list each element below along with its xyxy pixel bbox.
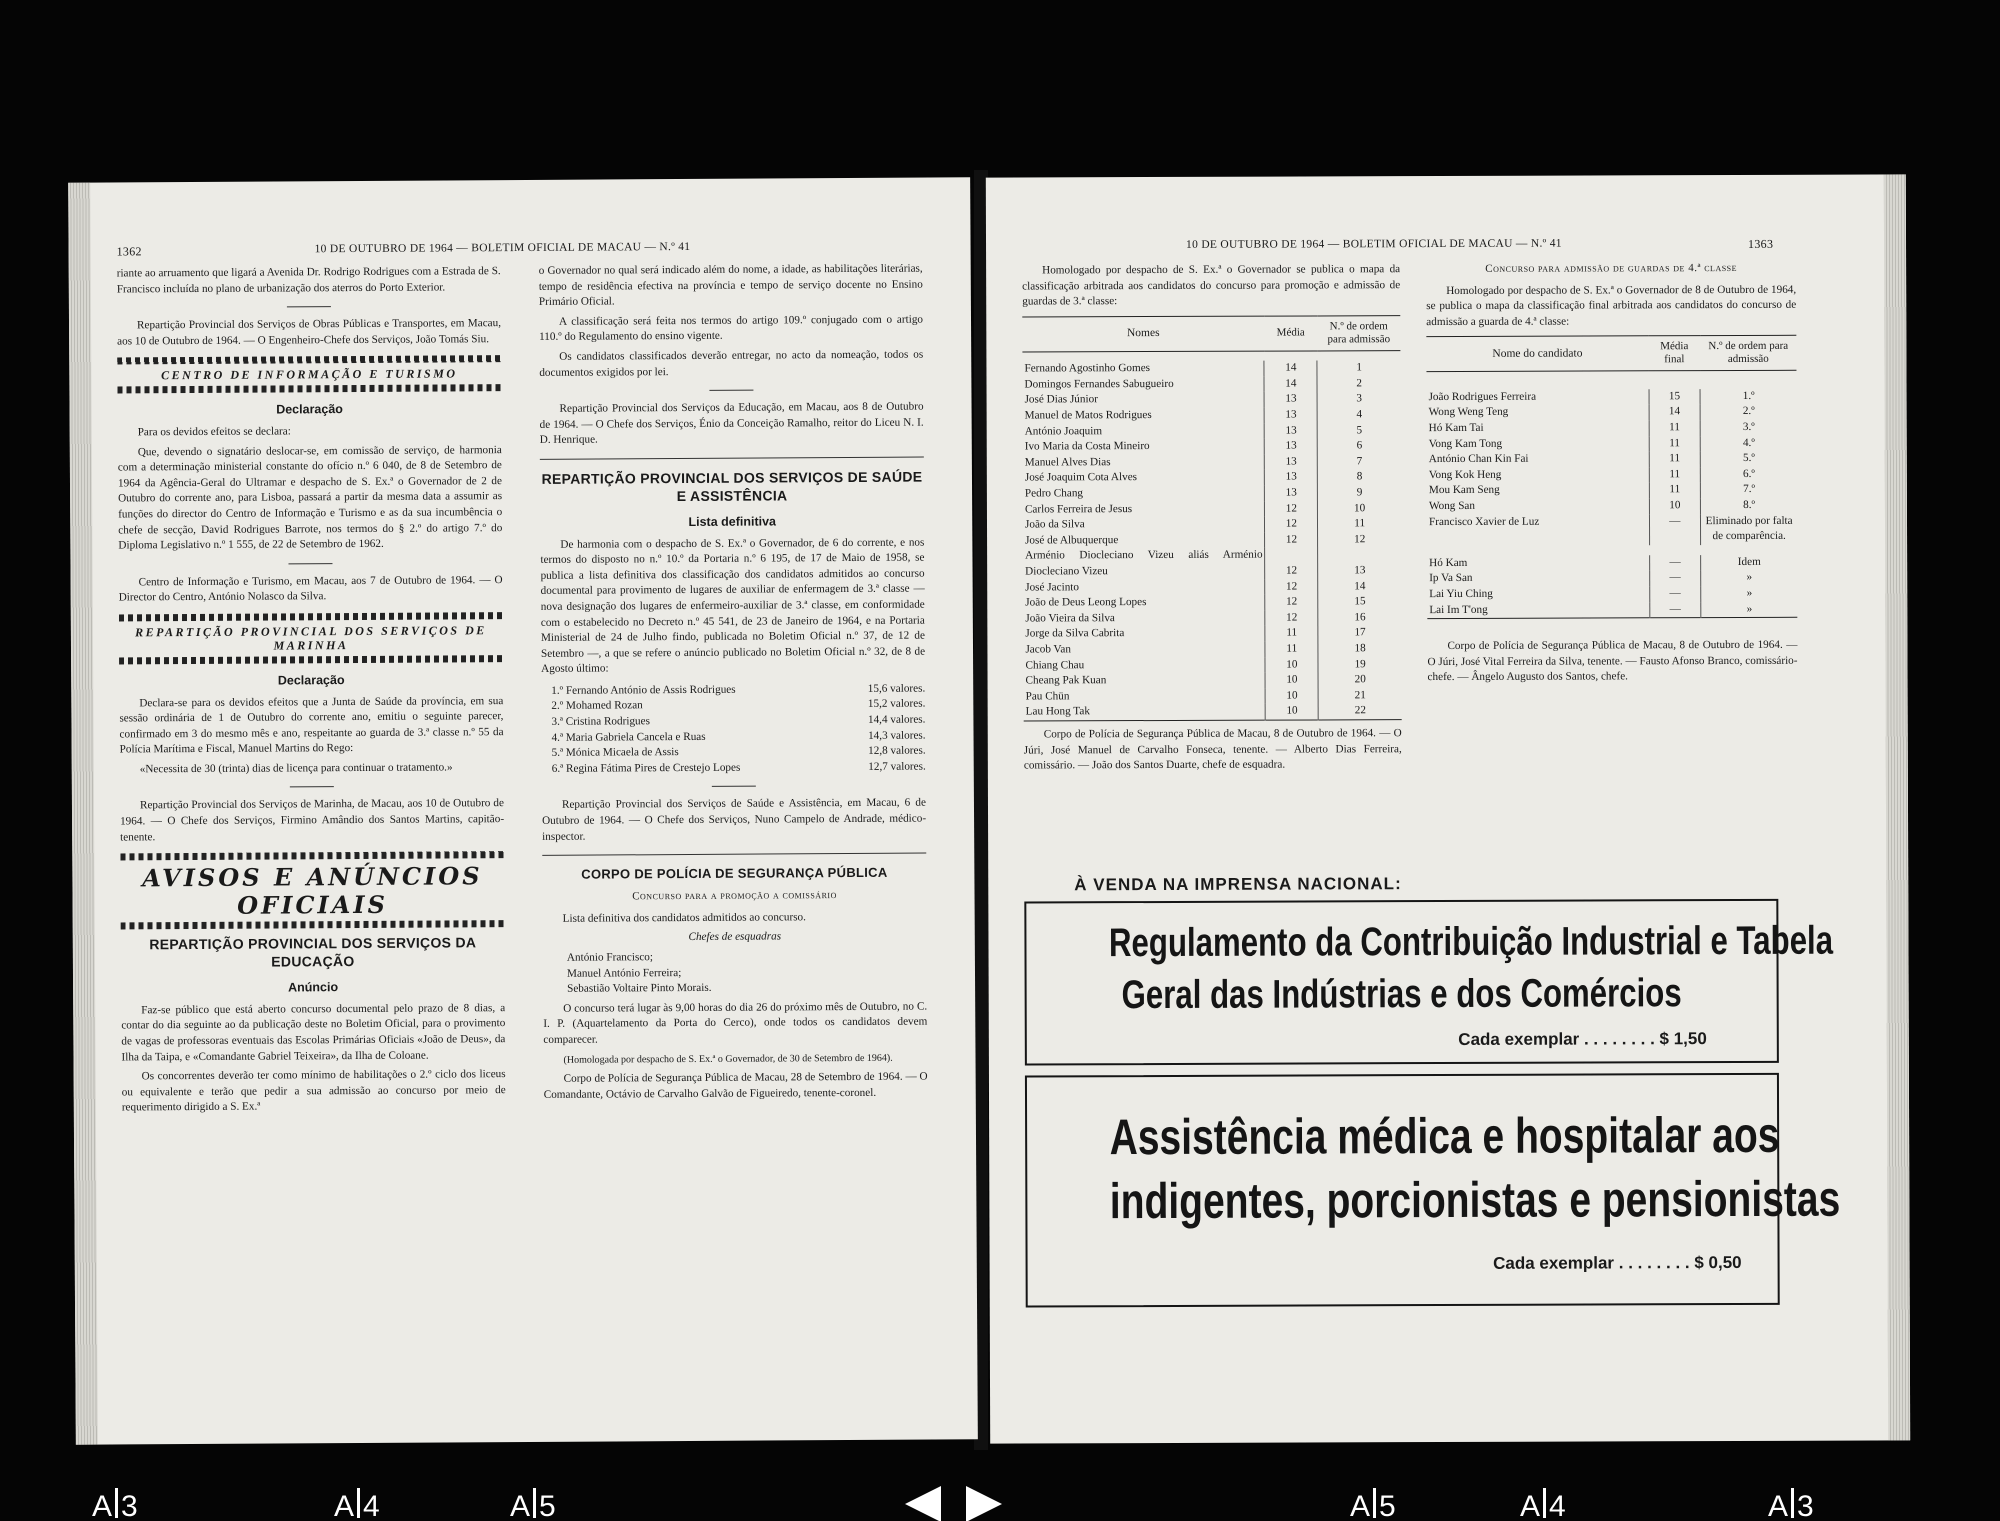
subheading: Anúncio — [288, 980, 339, 995]
column-header: Média final — [1648, 336, 1700, 371]
table-row: Lai Im T'ong — » — [1427, 601, 1797, 618]
list-item: Sebastião Voltaire Pinto Morais. — [567, 982, 712, 995]
table-header — [1022, 315, 1400, 351]
table-row: Wong San 10 8.º — [1427, 498, 1797, 515]
paragraph: Os candidatos classificados deverão entregar, no acto da nomeação, todos os documentos exigidos por lei. — [539, 348, 924, 379]
table-row: Carlos Ferreira de Jesus 12 10 — [1023, 501, 1401, 518]
paragraph: (Homologada por despacho de S. Ex.ª o Governador, de 30 de Setembro de 1964). — [563, 1052, 893, 1066]
table-row: José Jacinto 12 14 — [1023, 579, 1401, 596]
sales-banner: À VENDA NA IMPRENSA NACIONAL: — [1074, 874, 1402, 895]
table-row: Arménio Diocleciano Vizeu aliás Arménio Diocleciano Vizeu 12 13 — [1023, 548, 1401, 581]
table-row: João Rodrigues Ferreira 15 1.º — [1427, 389, 1797, 406]
list-item: 2.º Mohamed Rozan 15,2 valores. — [551, 698, 926, 713]
paragraph: Que, devendo o signatário deslocar-se, em comissão de serviço, de harmonia com a determinação ministerial constante do ofício n.º 6 040, de 8 de Setembro de 1964 da Agência-Geral do Ultramar e despacho de S. Ex.ª o Governador de 2 de Outubro do corrente ano, para Lisboa, passará a partir da mesma data a assumir as funções do director do Centro de Informação e Turismo e as da sua incumbência o chefe de secção, David Rodrigues Barrote, nos termos do § 2.º do artigo 7.º do Diploma Legislativo n.º 1 555, de 22 de Setembro de 1962. — [117, 443, 503, 552]
divider — [542, 853, 926, 856]
paragraph: A classificação será feita nos termos do artigo 109.º conjugado com o artigo 110.º do Regulamento do ensino vigente. — [539, 313, 924, 344]
subheading: Declaração — [277, 672, 345, 688]
table-row: Wong Weng Teng 14 2.º — [1427, 404, 1797, 421]
column-header: Nome do candidato — [1426, 336, 1648, 372]
right-page-edge — [1884, 174, 1910, 1440]
table-row: José Joaquim Cota Alves 13 8 — [1023, 470, 1401, 487]
table-row: Vong Kok Heng 11 6.º — [1427, 467, 1797, 484]
signature-paragraph: Corpo de Polícia de Segurança Pública de Macau, 8 de Outubro de 1964. — O Júri, José Manuel de Carvalho Fonseca, tenente. — Alberto Dias Ferreira, comissário. — João dos Santos Duarte, chefe de esquadra. — [1023, 727, 1402, 772]
paragraph: Faz-se público que está aberto concurso documental pelo prazo de 8 dias, a contar do dia seguinte ao da publicação deste no Boletim Oficial, para o provimento de vagas de professoras eventuais das Escolas Primárias Oficiais «João de Deus», da Ilha da Taipa, e «Comandante Gabriel Teixeira», da Ilha de Coloane. — [121, 1001, 506, 1064]
table-row: Ip Va San — » — [1427, 570, 1797, 587]
column-header: Nomes — [1022, 316, 1264, 352]
ad-title-line: indigentes, porcionistas e pensionistas — [1109, 1170, 1841, 1230]
section-title-educacao: REPARTIÇÃO PROVINCIAL DOS SERVIÇOS DA EDUCAÇÃO — [149, 934, 477, 970]
paragraph: Declara-se para os devidos efeitos que a Junta de Saúde da província, em sua sessão ordinária de 1 de Outubro do corrente ano, emitiu o seguinte parecer, confirmado em 3 do mesmo mês e ano, respeitante ao guarda de 3.ª classe n.º 55 da Polícia Marítima e Fiscal, Manuel Martins do Rego: — [119, 694, 504, 756]
left-column-1 — [117, 264, 506, 1120]
section-title-marinha: REPARTIÇÃO PROVINCIAL DOS SERVIÇOS DE MARINHA — [134, 623, 487, 653]
table-row: António Chan Kin Fai 11 5.º — [1427, 451, 1797, 468]
ornament-bar — [120, 851, 504, 860]
paragraph: De harmonia com o despacho de S. Ex.ª o Governador, de 6 do corrente, e nos termos do disposto no n.º 10.º da Portaria n.º 6 195, de 17 de Maio de 1958, se publica a lista definitiva dos classificação dos candidatos admitidos ao concurso documental para provimento de lugares de auxiliar de enfermagem de 3.ª classe — nova designação dos lugares de enfermeiro-auxiliar de 3.ª classe, em conformidade com o estabelecido no Decreto n.º 45 541, de 23 de Janeiro de 1964, e na Portaria Ministerial de 24 de Julho findo, publicada no Boletim Oficial n.º 37, de 12 de Setembro —, a que se refere o anúncio publicado no Boletim Oficial n.º 32, de 8 de Agosto último: — [540, 536, 926, 676]
column-header: N.º de ordem para admissão — [1317, 315, 1400, 350]
right-running-head — [986, 236, 1906, 251]
divider — [288, 563, 332, 564]
film-mark: A 3 — [1768, 1490, 1814, 1521]
right-arrow-icon — [966, 1486, 1002, 1521]
signature-paragraph: Corpo de Polícia de Segurança Pública de Macau, 8 de Outubro de 1964. — O Júri, José Vital Ferreira da Silva, tenente. — Fausto Afonso Branco, comissário-chefe. — Ângelo Augusto dos Santos, chefe. — [1427, 638, 1798, 684]
section-title-policia: CORPO DE POLÍCIA DE SEGURANÇA PÚBLICA — [581, 864, 888, 882]
section-title-saude: REPARTIÇÃO PROVINCIAL DOS SERVIÇOS DE SAÚDE E ASSISTÊNCIA — [541, 468, 923, 504]
right-column-2 — [1426, 261, 1797, 690]
table-row: Mou Kam Seng 11 7.º — [1427, 482, 1797, 499]
ornament-bar — [119, 612, 503, 621]
ad-price: Cada exemplar . . . . . . . . $ 0,50 — [1493, 1252, 1742, 1273]
column-header: Média — [1264, 316, 1317, 351]
table-row: Francisco Xavier de Luz — Eliminado por falta de comparência. — [1427, 513, 1797, 545]
list-item: 4.ª Maria Gabriela Cancela e Ruas 14,3 valores. — [551, 729, 926, 744]
paragraph: o Governador no qual será indicado além do nome, a idade, as habilitações literárias, tempo de residência efectiva na província e tempo de serviço docente no Ensino Primário Oficial. — [538, 262, 923, 309]
signature-paragraph: Repartição Provincial dos Serviços da Educação, em Macau, aos 8 de Outubro de 1964. — O Chefe dos Serviços, Énio da Conceição Ramalho, reitor do Liceu N. I. D. Henrique. — [539, 400, 924, 447]
right-running-title: 10 DE OUTUBRO DE 1964 — BOLETIM OFICIAL DE MACAU — N.º 41 — [1186, 237, 1562, 251]
paragraph: riante ao arruamento que ligará a Avenida Dr. Rodrigo Rodrigues com a Estrada de S. Francisco incluída no plano de urbanização dos aterros do Porto Exterior. — [116, 265, 501, 296]
right-page — [986, 174, 1910, 1443]
table-header — [1426, 336, 1796, 372]
divider — [540, 456, 924, 459]
classification-table-4a — [1426, 335, 1797, 619]
signature-paragraph: Centro de Informação e Turismo, em Macau, aos 7 de Outubro de 1964. — O Director do Centro, António Nolasco da Silva. — [118, 573, 503, 604]
right-page-number: 1363 — [1748, 236, 1774, 251]
ornament-bar — [117, 384, 501, 393]
subheading: Concurso para admissão de guardas de 4.ª classe — [1485, 261, 1738, 275]
subheading: Chefes de esquadras — [688, 930, 782, 944]
right-column-1 — [1022, 262, 1402, 778]
film-mark: A 5 — [1350, 1490, 1396, 1521]
signature-paragraph: Repartição Provincial dos Serviços de Saúde e Assistência, em Macau, 6 de Outubro de 1964. — O Chefe dos Serviços, Nuno Campelo de Andrade, médico-inspector. — [542, 796, 927, 843]
list-item: 6.ª Regina Fátima Pires de Crestejo Lopes 12,7 valores. — [551, 760, 926, 775]
divider — [712, 786, 756, 787]
table-row: Manuel Alves Dias 13 7 — [1023, 454, 1401, 471]
subheading: Declaração — [276, 402, 343, 417]
section-title-avisos: AVISOS E ANÚNCIOS OFICIAIS — [142, 861, 483, 920]
ranking-list — [541, 681, 926, 777]
subheading: Lista definitiva — [688, 514, 777, 529]
ornament-bar — [121, 920, 505, 929]
table-row: Hó Kam Tai 11 3.º — [1427, 420, 1797, 437]
table-row: Fernando Agostinho Gomes 14 1 — [1022, 360, 1400, 377]
divider — [709, 390, 753, 391]
table-row: Jorge da Silva Cabrita 11 17 — [1023, 626, 1401, 643]
left-running-head — [69, 239, 971, 259]
ad-title-line: Assistência médica e hospitalar aos — [1109, 1106, 1780, 1166]
table-row: Jacob Van 11 18 — [1023, 641, 1401, 658]
section-title-cit: CENTRO DE INFORMAÇÃO E TURISMO — [161, 366, 458, 383]
table-row: João da Silva 12 11 — [1023, 516, 1401, 533]
table-row: João de Deus Leong Lopes 12 15 — [1023, 594, 1401, 611]
list-item: 3.ª Cristina Rodrigues 14,4 valores. — [551, 713, 926, 728]
divider — [287, 306, 331, 307]
left-page — [68, 177, 978, 1444]
quote-paragraph: «Necessita de 30 (trinta) dias de licença para continuar o tratamento.» — [139, 761, 453, 776]
paragraph: Homologado por despacho de S. Ex.ª o Governador se publica o mapa da classificação arbitrada aos candidatos do concurso para promoção e admissão de guardas de 3.ª classe: — [1022, 263, 1401, 308]
ornament-bar — [119, 655, 503, 664]
left-running-title: 10 DE OUTUBRO DE 1964 — BOLETIM OFICIAL DE MACAU — N.º 41 — [314, 240, 691, 256]
table-row: Pau Chün 10 21 — [1024, 688, 1402, 705]
table-row: Chiang Chau 10 19 — [1023, 657, 1401, 674]
film-mark: A 5 — [510, 1490, 556, 1521]
divider — [290, 787, 334, 788]
signature-paragraph: Repartição Provincial dos Serviços de Obras Públicas e Transportes, em Macau, aos 10 de Outubro de 1964. — O Engenheiro-Chefe dos Serviços, João Tomás Siu. — [117, 317, 502, 348]
film-mark: A 3 — [92, 1490, 138, 1521]
left-column-2 — [539, 262, 928, 1108]
ornament-bar — [117, 355, 501, 364]
paragraph: Para os devidos efeitos se declara: — [137, 425, 291, 439]
table-row: Cheang Pak Kuan 10 20 — [1024, 672, 1402, 689]
table-row: Manuel de Matos Rodrigues 13 4 — [1023, 407, 1401, 424]
ad-box-assistencia — [1025, 1073, 1841, 1308]
left-arrow-icon — [905, 1486, 941, 1521]
signature-paragraph: Corpo de Polícia de Segurança Pública de Macau, 28 de Setembro de 1964. — O Comandante, Octávio de Carvalho Galvão de Figueiredo, tenente-coronel. — [543, 1070, 928, 1101]
table-row: António Joaquim 13 5 — [1023, 423, 1401, 440]
table-row: Hó Kam — Idem — [1427, 555, 1797, 572]
film-mark: A 4 — [1520, 1490, 1566, 1521]
ad-title-line: Geral das Indústrias e dos Comércios — [1121, 971, 1682, 1018]
table-row: Lai Yiu Ching — » — [1427, 586, 1797, 603]
ad-box-regulamento — [1024, 899, 1834, 1066]
ad-title-line: Regulamento da Contribuição Industrial e Tabela — [1108, 918, 1834, 966]
table-row: Domingos Fernandes Sabugueiro 14 2 — [1022, 376, 1400, 393]
subheading: Concurso para a promoção a comissário — [632, 889, 837, 903]
table-row: Lau Hong Tak 10 22 — [1024, 704, 1402, 721]
paragraph: Homologado por despacho de S. Ex.ª o Governador de 8 de Outubro de 1964, se publica o mapa da classificação final arbitrada aos candidatos do concurso de admissão a guarda de 4.ª classe: — [1426, 283, 1797, 328]
list-item: António Francisco; — [566, 951, 654, 964]
film-mark: A 4 — [334, 1490, 380, 1521]
table-row: José de Albuquerque 12 12 — [1023, 532, 1401, 549]
list-item: 1.º Fernando António de Assis Rodrigues 15,6 valores. — [551, 682, 926, 697]
table-row: Vong Kam Tong 11 4.º — [1427, 435, 1797, 452]
table-row: José Dias Júnior 13 3 — [1023, 392, 1401, 409]
signature-paragraph: Repartição Provincial dos Serviços de Marinha, de Macau, aos 10 de Outubro de 1964. — O Chefe dos Serviços, Firmino Amândio dos Santos Martins, capitão-tenente. — [120, 797, 505, 844]
list-item: 5.ª Mónica Micaela de Assis 12,8 valores. — [551, 744, 926, 760]
table-row: Ivo Maria da Costa Mineiro 13 6 — [1023, 438, 1401, 455]
table-row: Pedro Chang 13 9 — [1023, 485, 1401, 502]
left-page-number: 1362 — [116, 244, 142, 259]
classification-table-3a — [1022, 315, 1401, 721]
table-row: João Vieira da Silva 12 16 — [1023, 610, 1401, 627]
list-item: Manuel António Ferreira; — [566, 966, 682, 980]
paragraph: Lista definitiva dos candidatos admitidos ao concurso. — [562, 911, 806, 925]
left-page-edge — [68, 183, 98, 1445]
paragraph: O concurso terá lugar às 9,00 horas do dia 26 do próximo mês de Outubro, no C. I. P. (Aquartelamento da Porta do Cerco), onde todos os candidatos devem comparecer. — [543, 1000, 928, 1046]
paragraph: Os concorrentes deverão ter como mínimo de habilitações o 2.º ciclo dos liceus ou equivalente e terão que pedir a sua admissão ao concurso por meio de requerimento dirigido a S. Ex.ª — [121, 1068, 506, 1114]
ad-price: Cada exemplar . . . . . . . . $ 1,50 — [1458, 1029, 1707, 1049]
column-header: N.º de ordem para admissão — [1700, 336, 1796, 371]
